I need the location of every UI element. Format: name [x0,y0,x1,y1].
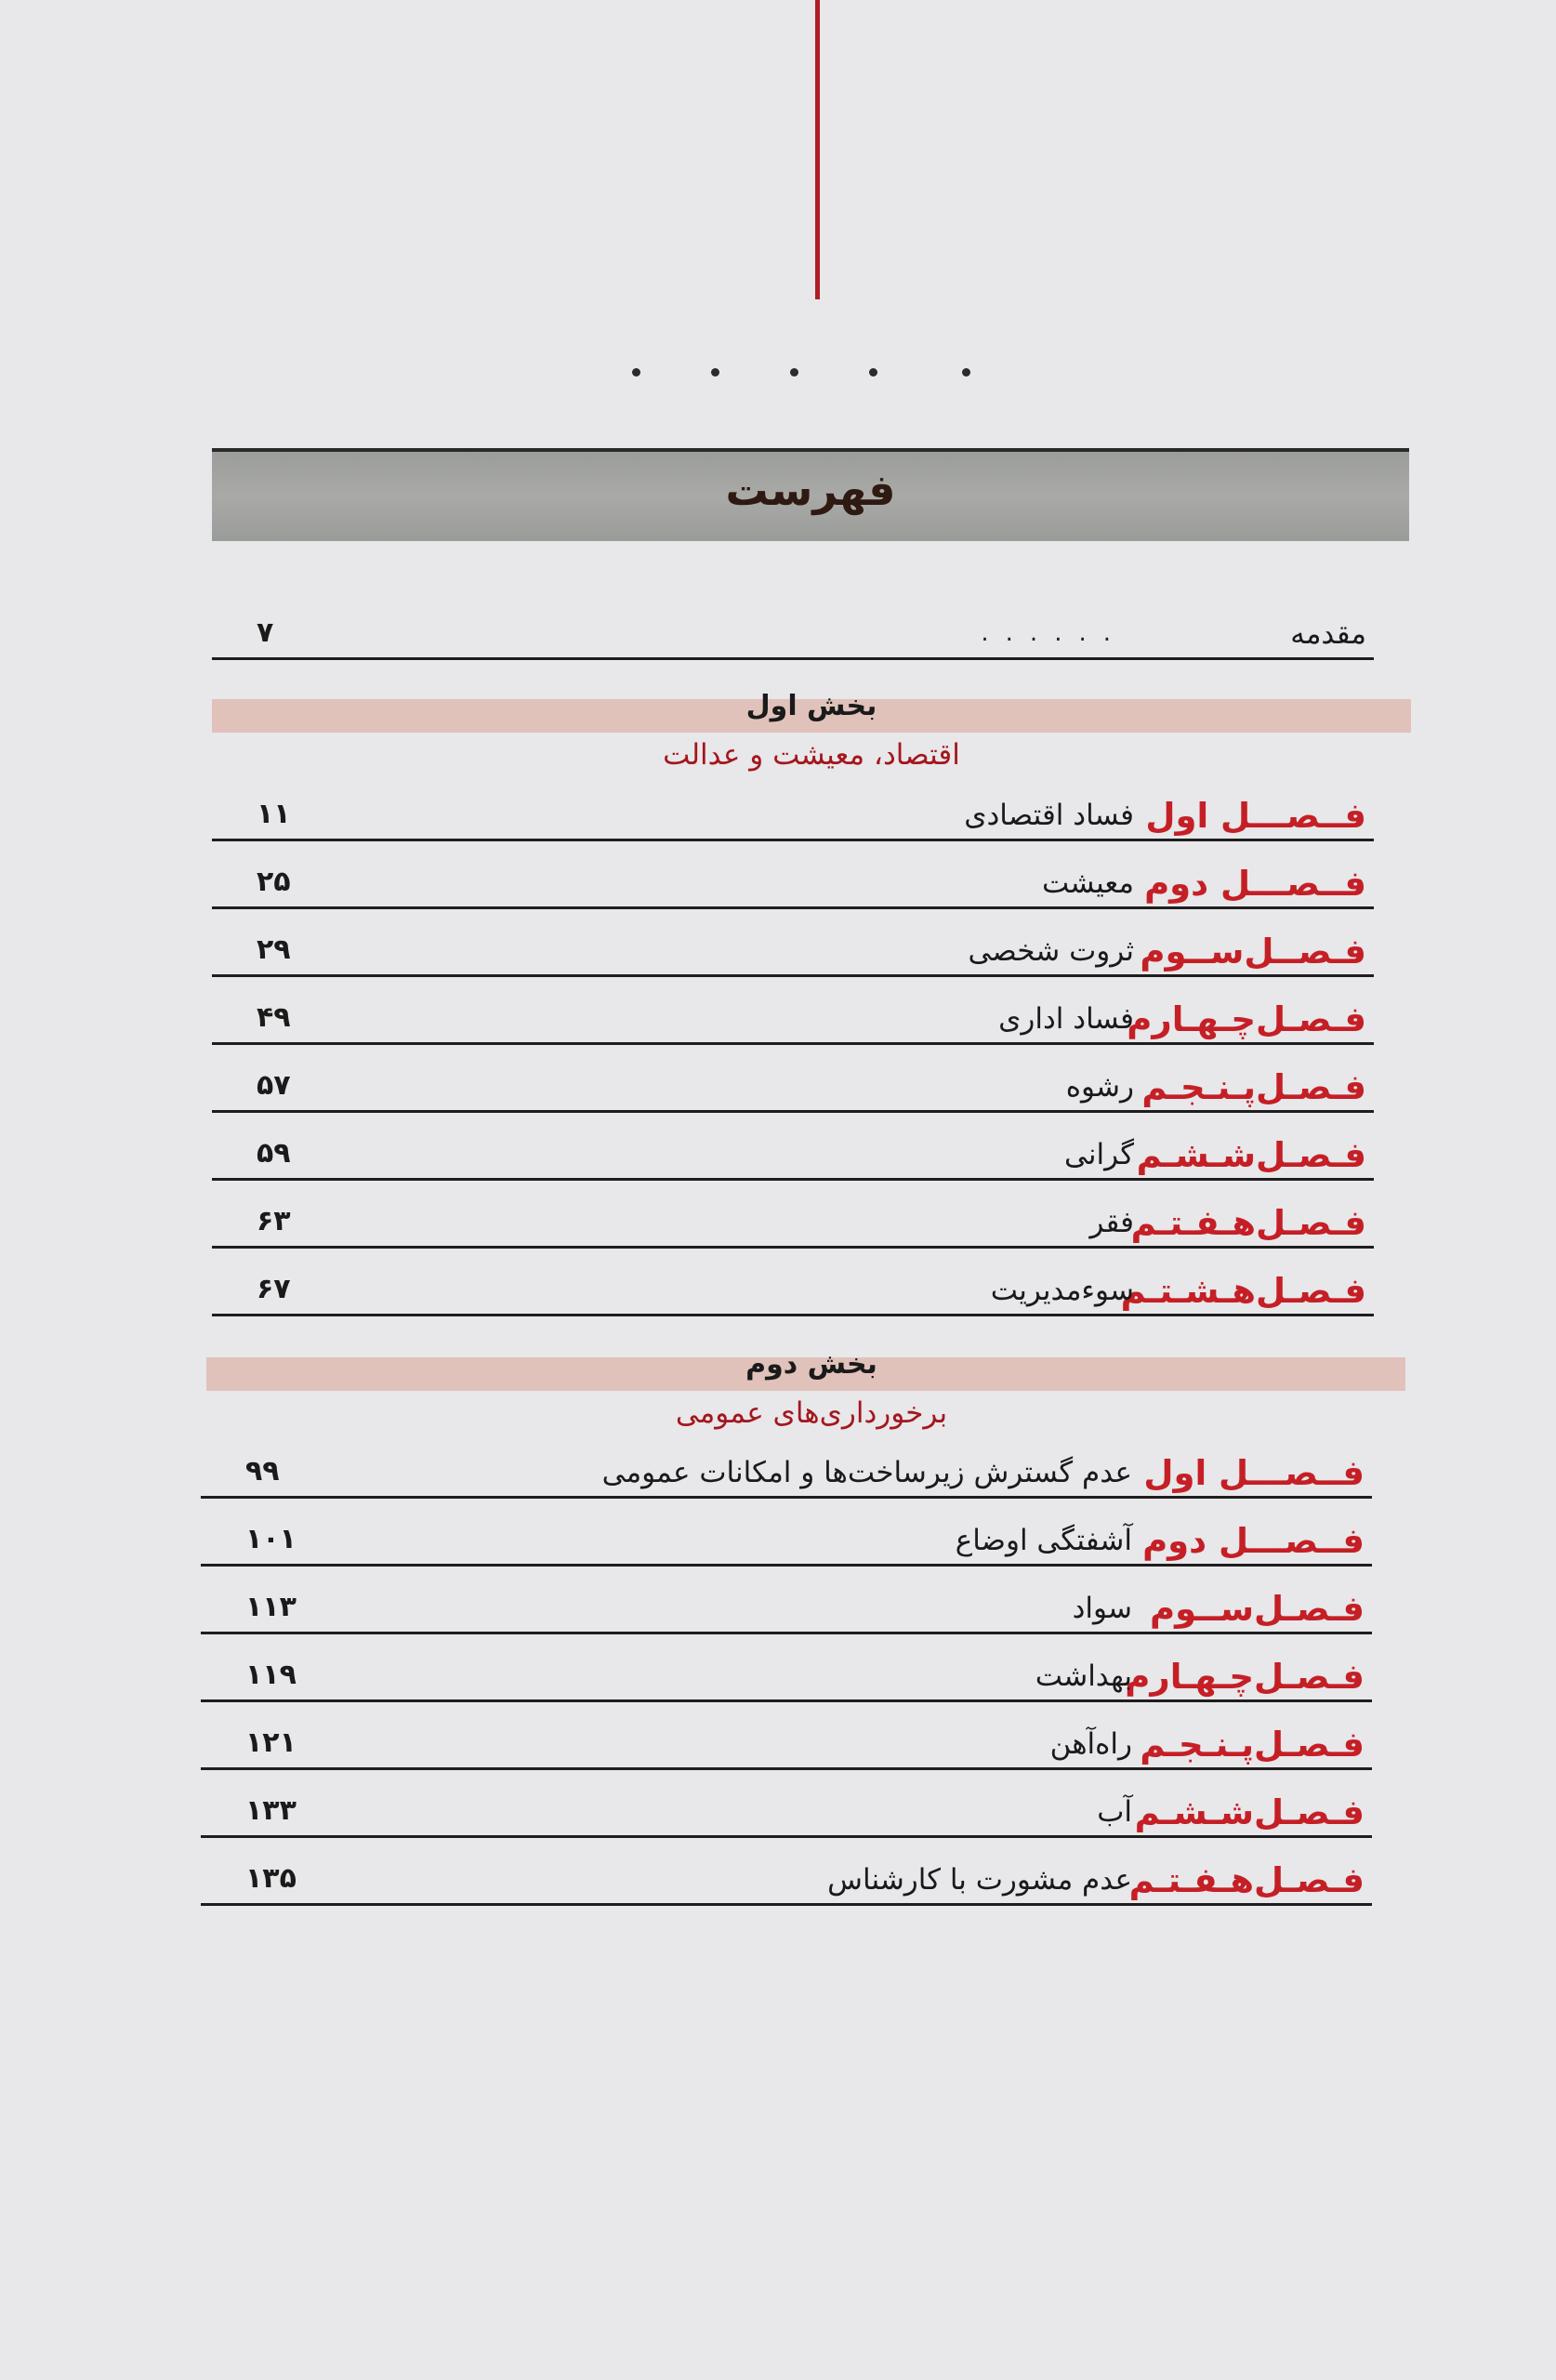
part-subtitle: برخورداری‌های عمومی [675,1396,948,1430]
dot-leaders: ...... [981,619,1127,647]
chapter-label: فـصـل‌شـشـم [1134,1792,1365,1832]
part-subtitle: اقتصاد، معیشت و عدالت [663,738,960,772]
toc-entry-title: عدم مشورت با کارشناس [827,1863,1132,1897]
row-divider [212,974,1374,977]
toc-page-number: ۹۹ [245,1455,280,1488]
toc-row[interactable] [212,921,1374,977]
row-divider [201,1564,1372,1567]
toc-page-number: ۱۱ [257,798,291,830]
toc-entry-title: آب [1097,1795,1132,1829]
toc-page-number: ۷ [257,616,274,649]
row-divider [201,1903,1372,1906]
chapter-label: فـصـل‌هـفـتـم [1130,1203,1366,1243]
part-title: بخش اول [745,690,877,722]
toc-entry-title: ثروت شخصی [968,934,1134,968]
toc-page-number: ۱۰۱ [245,1523,297,1555]
toc-entry-title: بهداشت [1035,1659,1132,1693]
toc-page-number: ۱۱۹ [245,1659,297,1691]
dot [869,368,877,377]
row-divider [201,1699,1372,1702]
row-divider [212,1110,1374,1113]
dot [790,368,798,377]
toc-entry-title: مقدمه [1290,617,1366,651]
toc-row[interactable] [201,1511,1372,1567]
toc-entry-title: گرانی [1064,1138,1134,1171]
toc-page-number: ۲۵ [257,866,291,898]
toc-row[interactable] [212,786,1374,841]
toc-row[interactable] [201,1850,1372,1906]
chapter-label: فـصـل‌هـشـتـم [1120,1271,1366,1311]
chapter-label: فـصـل‌ســوم [1150,1589,1365,1629]
toc-row[interactable] [212,1125,1374,1181]
toc-entry-title: فساد اداری [998,1002,1134,1036]
dot [632,368,640,377]
chapter-label: فـصـل‌چـهـارم [1127,999,1366,1039]
row-divider [201,1767,1372,1770]
toc-page-number: ۱۲۱ [245,1726,297,1759]
chapter-label: فــصـــل دوم [1142,1521,1365,1561]
chapter-label: فـصــل‌ســوم [1140,932,1366,972]
toc-entry-title: فساد اقتصادی [964,799,1134,832]
row-divider [212,657,1374,660]
toc-entry-title: فقر [1089,1206,1134,1239]
row-divider [212,1042,1374,1045]
toc-row[interactable] [212,989,1374,1045]
toc-entry-title: عدم گسترش زیرساخت‌ها و امکانات عمومی [601,1456,1132,1489]
decorative-dots [632,353,985,390]
chapter-label: فـصـل‌پـنـجـم [1140,1725,1365,1765]
row-divider [212,1314,1374,1316]
toc-row[interactable] [212,1057,1374,1113]
chapter-label: فـصـل‌پـنـجـم [1141,1067,1366,1107]
toc-page-number: ۶۷ [257,1273,291,1305]
chapter-label: فــصـــل اول [1145,796,1366,836]
row-divider [201,1632,1372,1634]
toc-page-number: ۵۹ [257,1137,291,1170]
toc-title: فهرست [725,465,896,515]
toc-page-number: ۱۳۳ [245,1794,297,1827]
row-divider [201,1496,1372,1499]
toc-page-number: ۱۳۵ [245,1862,297,1895]
toc-page-number: ۶۳ [257,1205,291,1237]
toc-row[interactable] [201,1579,1372,1634]
row-divider [212,906,1374,909]
toc-row[interactable] [201,1782,1372,1838]
toc-entry-title: راه‌آهن [1049,1727,1132,1761]
dot [711,368,719,377]
dot [962,368,970,377]
chapter-label: فــصـــل اول [1143,1453,1365,1493]
row-divider [212,1178,1374,1181]
toc-entry-title: سواد [1072,1592,1132,1625]
toc-header [212,448,1409,541]
toc-row[interactable] [201,1714,1372,1770]
chapter-label: فـصـل‌چـهـارم [1125,1657,1365,1697]
toc-row[interactable] [201,1646,1372,1702]
chapter-label: فــصـــل دوم [1144,864,1366,904]
row-divider [201,1835,1372,1838]
chapter-label: فـصـل‌شـشـم [1136,1135,1366,1175]
row-divider [212,839,1374,841]
row-divider [212,1246,1374,1249]
toc-row[interactable] [201,1443,1372,1499]
toc-page-number: ۴۹ [257,1001,291,1034]
toc-page-number: ۵۷ [257,1069,291,1102]
toc-page-number: ۱۱۳ [245,1591,297,1623]
toc-entry-title: رشوه [1065,1070,1134,1104]
toc-row[interactable] [212,853,1374,909]
toc-row[interactable] [212,1261,1374,1316]
part-title: بخش دوم [745,1348,877,1381]
toc-page-number: ۲۹ [257,933,291,966]
toc-row[interactable] [212,1193,1374,1249]
toc-row-intro[interactable] [212,604,1374,660]
chapter-label: فـصـل‌هـفـتـم [1128,1860,1365,1900]
toc-entry-title: سوء‌مدیریت [990,1274,1134,1307]
toc-entry-title: آشفتگی اوضاع [955,1524,1132,1557]
toc-entry-title: معیشت [1041,866,1134,900]
top-red-rule [815,0,820,299]
